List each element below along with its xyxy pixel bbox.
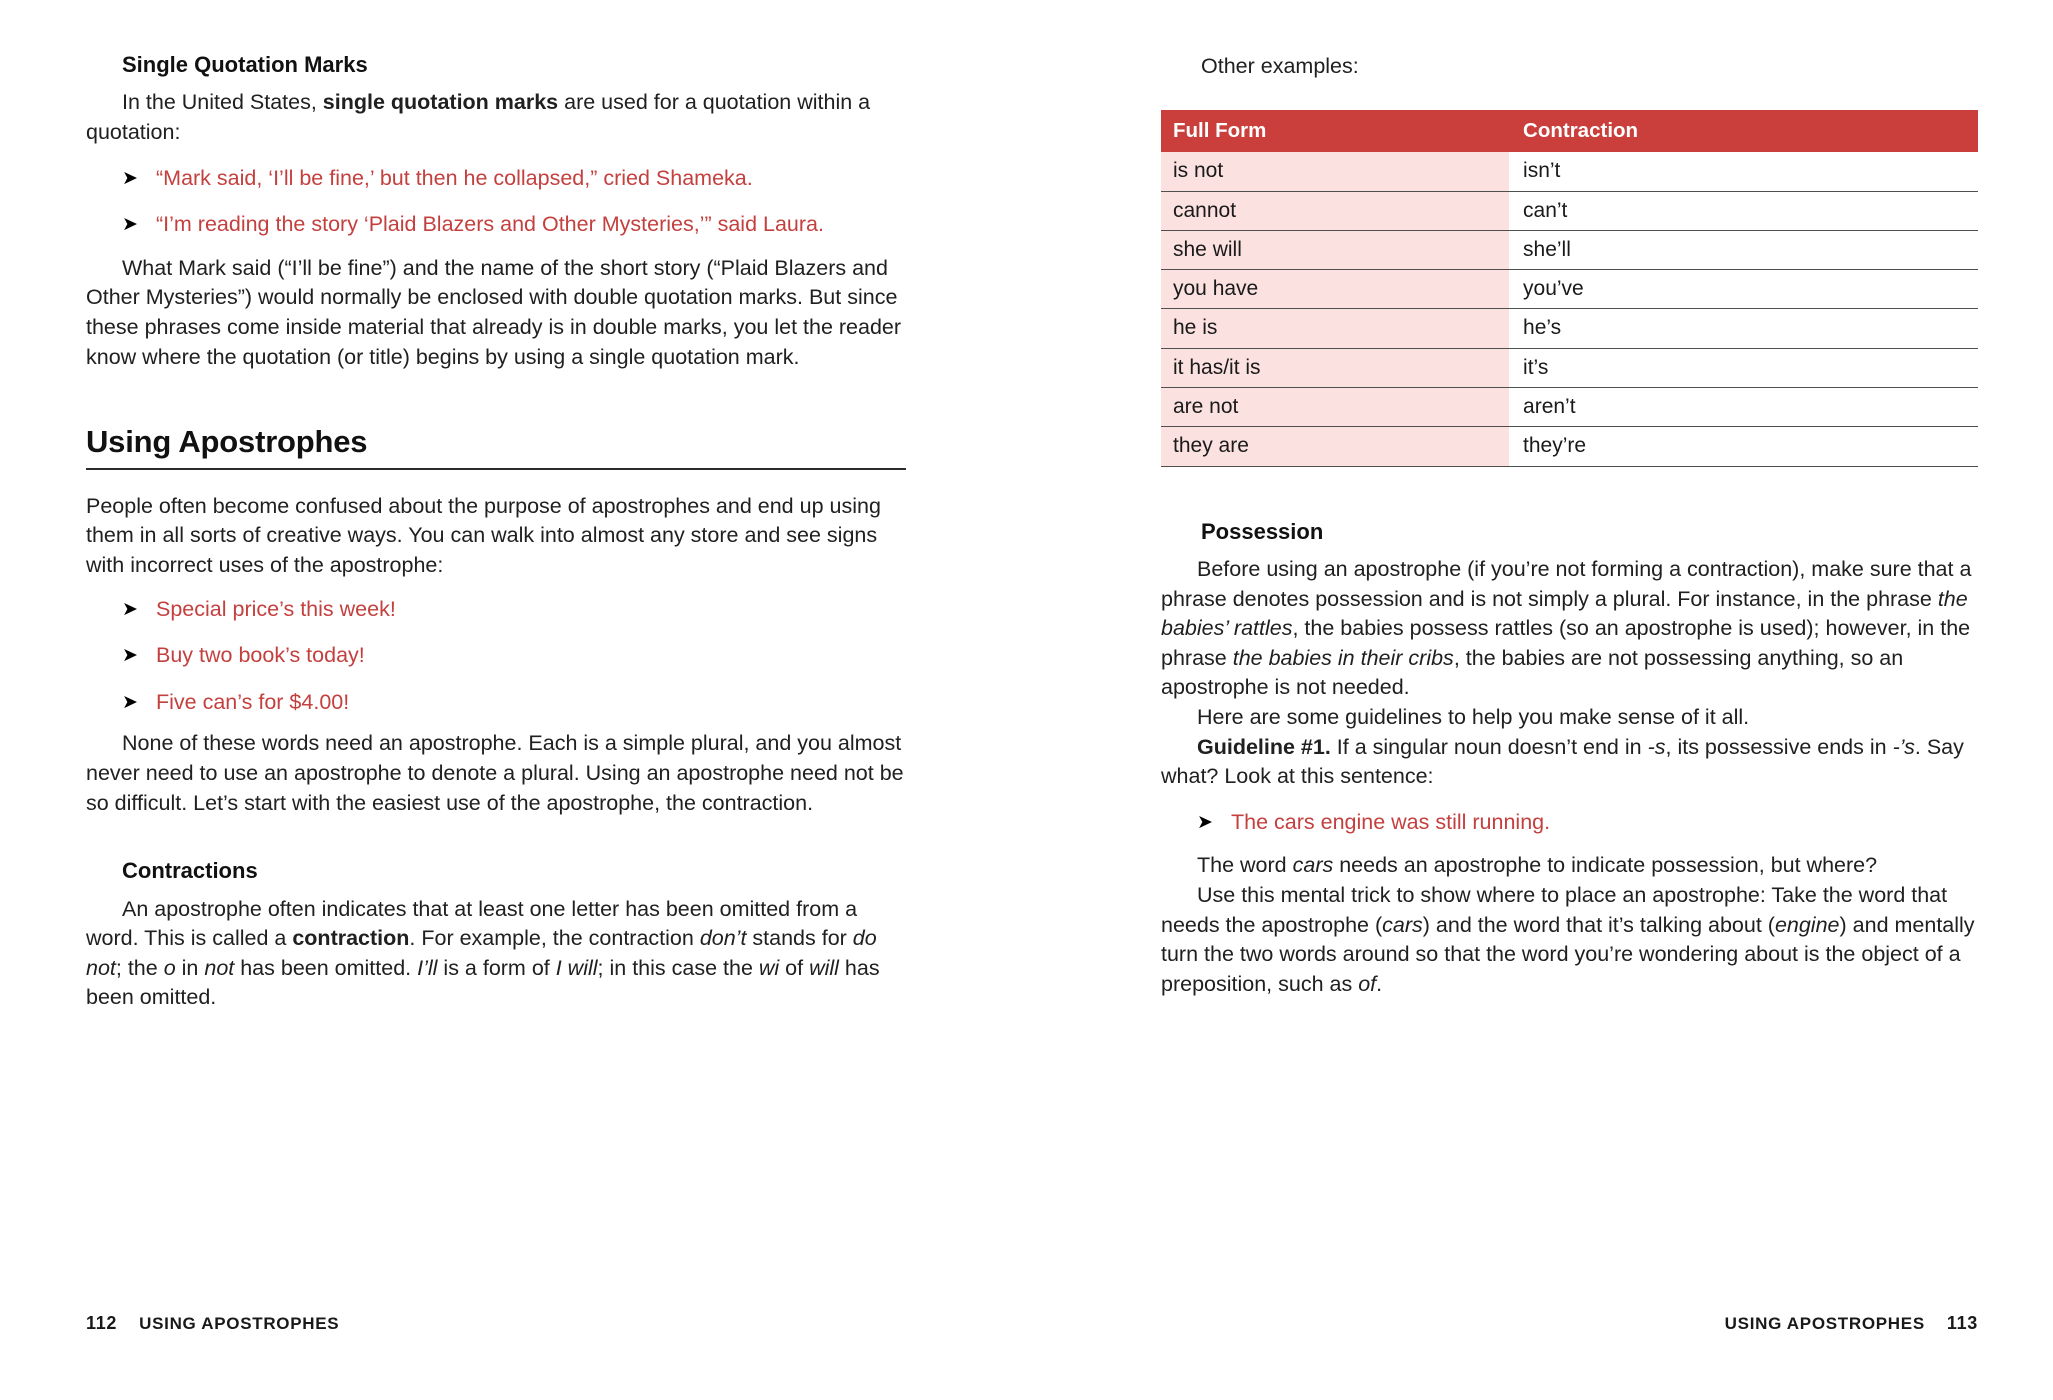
label-other-examples: Other examples:	[1201, 54, 1359, 78]
text-run: , its possessive ends in	[1665, 734, 1893, 759]
text-run: An apostrophe often indicates that at least one letter has been omitted from a word. This is called a	[86, 896, 858, 951]
cell-contraction: it’s	[1509, 348, 1978, 387]
bullet-arrow-icon: ➤	[122, 167, 138, 189]
page-number: 112	[86, 1313, 118, 1333]
paragraph-people-often-confused: People often become confused about the purpose of apostrophes and end up using them in all sorts of creative ways. You can walk into almost any store and see signs with incorrect uses of the apostrophe:	[86, 493, 881, 577]
paragraph-here-are-guidelines: Here are some guidelines to help you make sense of it all.	[1197, 704, 1750, 729]
text-run: . For example, the contraction	[409, 926, 700, 951]
paragraph-mark-said-explanation: What Mark said (“I’ll be fine”) and the name of the short story (“Plaid Blazers and Other Mysteries”) would normally be enclosed with double quotation marks. But since these phrases come inside material that already is in double marks, you let the reader know where the quotation (or title) begins by using a single quotation mark.	[86, 255, 902, 369]
italic-i-will: I will	[555, 955, 598, 980]
column-header-full-form: Full Form	[1161, 110, 1509, 153]
list-item-text: The cars engine was still running.	[1231, 809, 1551, 834]
table-contractions	[1161, 110, 1978, 467]
table-header-row	[1161, 110, 1978, 153]
italic-do-not: do not	[86, 926, 877, 980]
cell-contraction: you’ve	[1509, 270, 1978, 309]
bold-guideline-label: Guideline #1.	[1197, 734, 1331, 759]
list-item-text: “Mark said, ‘I’ll be fine,’ but then he collapsed,” cried Shameka.	[156, 165, 753, 190]
text-run: If a singular noun doesn’t end in	[1330, 734, 1648, 759]
italic-babies-in-cribs: the babies in their cribs	[1232, 645, 1454, 670]
text-run: Use this mental trick to show where to place an apostrophe: Take the word that needs the apostrophe (	[1161, 882, 1948, 937]
bold-single-quotation-marks: single quotation marks	[322, 90, 559, 115]
footer-left	[86, 1313, 339, 1334]
text-run: . Say what? Look at this sentence:	[1161, 734, 1964, 789]
text-run: .	[1376, 971, 1383, 996]
text-run: of	[779, 955, 810, 980]
italic-ill: I’ll	[417, 955, 438, 980]
table-row	[1161, 270, 1978, 309]
list-item	[86, 595, 906, 625]
bullet-arrow-icon: ➤	[122, 691, 138, 713]
bullet-arrow-icon: ➤	[122, 645, 138, 667]
list-item-text: Buy two book’s today!	[156, 643, 365, 668]
list-item	[86, 641, 906, 671]
italic-engine: engine	[1774, 912, 1840, 937]
text-run: ) and the word that it’s talking about (	[1422, 912, 1775, 937]
list-item-text: Five can’s for $4.00!	[156, 689, 350, 714]
footer-right	[1725, 1313, 1978, 1334]
cell-contraction: he’s	[1509, 309, 1978, 348]
text-run: ) and mentally turn the two words around so that the word you’re wondering about is the object of a preposition, such as	[1161, 912, 1975, 996]
text-run: stands for	[746, 926, 853, 951]
italic-babies-rattles: the babies’ rattles	[1161, 586, 1968, 641]
list-item	[1161, 808, 1978, 838]
text-run: is a form of	[437, 955, 556, 980]
text-run: has been omitted.	[234, 955, 418, 980]
text-run: needs an apostrophe to indicate possession, but where?	[1333, 853, 1878, 878]
cell-contraction: isn’t	[1509, 152, 1978, 191]
cell-full-form: they are	[1161, 427, 1509, 466]
bullet-arrow-icon: ➤	[122, 214, 138, 236]
text-run: are used for a quotation within a quotation:	[86, 90, 871, 144]
heading-single-quotation-marks: Single Quotation Marks	[122, 52, 368, 77]
bullet-list-incorrect-apostrophes	[86, 595, 906, 718]
page-left	[0, 0, 1026, 1400]
running-head: USING APOSTROPHES	[1724, 1314, 1925, 1333]
heading-contractions: Contractions	[122, 858, 258, 884]
table-row	[1161, 230, 1978, 269]
paragraph-mental-trick	[1161, 881, 1978, 999]
heading-using-apostrophes: Using Apostrophes	[86, 424, 368, 460]
heading-divider	[86, 468, 906, 470]
table-row	[1161, 427, 1978, 466]
running-head: USING APOSTROPHES	[139, 1314, 340, 1333]
italic-not: not	[204, 955, 235, 980]
cell-full-form: it has/it is	[1161, 348, 1509, 387]
bold-contraction: contraction	[292, 926, 410, 951]
cell-full-form: cannot	[1161, 191, 1509, 230]
italic-cars-2: cars	[1382, 912, 1423, 937]
table-row	[1161, 191, 1978, 230]
bullet-arrow-icon: ➤	[122, 598, 138, 620]
paragraph-guideline-1	[1161, 733, 1978, 792]
heading-possession: Possession	[1201, 518, 1324, 544]
text-run: , the babies possess rattles (so an apostrophe is used); however, in the phrase	[1161, 616, 1971, 670]
text-run: in	[175, 955, 205, 980]
list-item	[86, 210, 906, 240]
italic-o: o	[163, 955, 176, 980]
cell-contraction: she’ll	[1509, 230, 1978, 269]
cell-full-form: he is	[1161, 309, 1509, 348]
cell-full-form: is not	[1161, 152, 1509, 191]
italic-suffix-apostrophe-s: -’s	[1892, 734, 1915, 759]
italic-wi: wi	[758, 955, 780, 980]
table-row	[1161, 348, 1978, 387]
table-row	[1161, 152, 1978, 191]
table-row	[1161, 309, 1978, 348]
text-run: , the babies are not possessing anything, so an apostrophe is not needed.	[1161, 645, 1904, 700]
bullet-list-cars-example	[1161, 808, 1978, 838]
cell-contraction: they’re	[1509, 427, 1978, 466]
bullet-list-quotation-examples	[86, 164, 906, 240]
list-item	[86, 164, 906, 194]
paragraph-contraction-definition	[86, 895, 906, 1013]
page-right	[1026, 0, 2053, 1400]
paragraph-possession-intro	[1161, 555, 1978, 703]
italic-will: will	[809, 955, 839, 980]
paragraph-single-quotation-intro	[86, 88, 906, 147]
text-run: ; in this case the	[597, 955, 759, 980]
text-run: Before using an apostrophe (if you’re not forming a contraction), make sure that a phrase denotes possession and is not simply a plural. For instance, in the phrase	[1161, 556, 1972, 611]
page-number: 113	[1946, 1313, 1978, 1333]
cell-contraction: aren’t	[1509, 388, 1978, 427]
cell-full-form: you have	[1161, 270, 1509, 309]
table-row	[1161, 388, 1978, 427]
list-item	[86, 688, 906, 718]
paragraph-none-of-these-words: None of these words need an apostrophe. Each is a simple plural, and you almost never need to use an apostrophe to denote a plural. Using an apostrophe need not be so difficult. Let’s start with the easiest use of the apostrophe, the contraction.	[86, 731, 904, 815]
text-run: The word	[1197, 853, 1293, 878]
italic-cars: cars	[1292, 853, 1334, 878]
column-header-contraction: Contraction	[1509, 110, 1978, 153]
text-run: ; the	[115, 955, 164, 980]
list-item-text: “I’m reading the story ‘Plaid Blazers and Other Mysteries,’” said Laura.	[156, 212, 824, 237]
paragraph-the-word-cars	[1161, 851, 1978, 881]
cell-full-form: she will	[1161, 230, 1509, 269]
italic-of: of	[1358, 971, 1377, 996]
text-run: has been omitted.	[86, 955, 880, 1010]
list-item-text: Special price’s this week!	[156, 596, 396, 621]
bullet-arrow-icon: ➤	[1197, 811, 1213, 833]
text-run: In the United States,	[122, 90, 323, 115]
cell-full-form: are not	[1161, 388, 1509, 427]
italic-suffix-s: -s	[1647, 734, 1666, 759]
italic-dont: don’t	[699, 926, 747, 951]
cell-contraction: can’t	[1509, 191, 1978, 230]
